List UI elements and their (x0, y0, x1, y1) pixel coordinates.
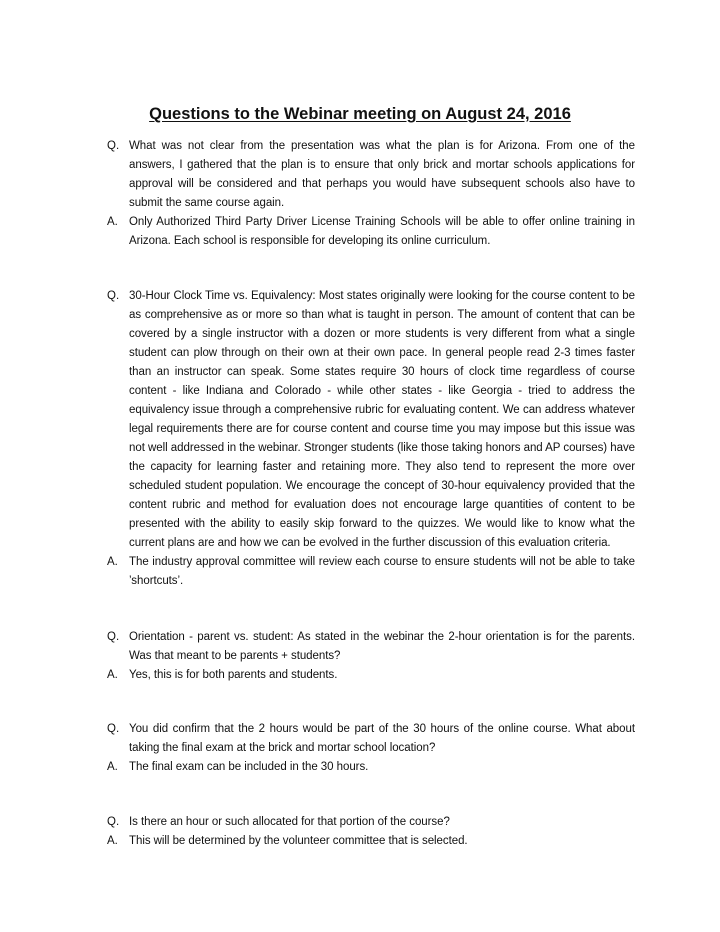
document-title (0, 103, 720, 125)
qa-block (107, 628, 635, 685)
question-text: You did confirm that the 2 hours would be part of the 30 hours of the online course. What about taking the final exam at the brick and mortar school location? (129, 723, 635, 754)
answer-marker: A. (107, 761, 118, 773)
question-marker: Q. (107, 140, 120, 152)
answer-marker: A. (107, 669, 118, 681)
question-marker: Q. (107, 631, 120, 643)
answer-line (107, 213, 635, 251)
answer-line (107, 832, 635, 851)
question-marker: Q. (107, 723, 120, 735)
question-marker: Q. (107, 290, 120, 302)
answer-marker: A. (107, 556, 118, 568)
qa-block (107, 813, 635, 851)
question-text: 30-Hour Clock Time vs. Equivalency: Most states originally were looking for the course content to be as comprehensive as or more so than what is taught in person. The amount of content that can be covered by a single instructor with a dozen or more students is very different from what a single student can plow through on their own at their own pace. In general people read 2-3 times faster than an instructor can speak. Some states require 30 hours of clock time regardless of course content - like Indiana and Colorado - while other states - like Georgia - tried to address the equivalency issue through a comprehensive rubric for evaluating content. We can address whatever legal requirements there are for course content and course time you may impose but this issue was not well addressed in the webinar. Stronger students (like those taking honors and AP courses) have the capacity for learning faster and retaining more. They also tend to represent the more over scheduled student population. We encourage the concept of 30-hour equivalency provided that the content rubric and method for evaluation does not encourage large quantities of content to be presented with the ability to easily skip forward to the quizzes. We would like to know what the current plans are and how we can be evolved in the further discussion of this evaluation criteria. (129, 290, 635, 549)
question-marker: Q. (107, 816, 120, 828)
answer-text: This will be determined by the volunteer committee that is selected. (129, 835, 468, 847)
qa-block (107, 287, 635, 591)
answer-marker: A. (107, 835, 118, 847)
question-text: What was not clear from the presentation was what the plan is for Arizona. From one of the answers, I gathered that the plan is to ensure that only brick and mortar schools applications for approval will be considered and that perhaps you would have subsequent schools also have to submit the same course again. (129, 140, 635, 209)
document-title-text: Questions to the Webinar meeting on August 24, 2016 (149, 105, 571, 123)
question-line (107, 813, 635, 832)
question-line (107, 628, 635, 666)
answer-text: The final exam can be included in the 30 hours. (129, 761, 369, 773)
answer-text: Only Authorized Third Party Driver License Training Schools will be able to offer online training in Arizona. Each school is responsible for developing its online curriculum. (129, 216, 635, 247)
question-line (107, 720, 635, 758)
answer-line (107, 553, 635, 591)
question-line (107, 137, 635, 213)
answer-text: Yes, this is for both parents and students. (129, 669, 338, 681)
answer-line (107, 666, 635, 685)
answer-marker: A. (107, 216, 118, 228)
question-text: Is there an hour or such allocated for that portion of the course? (129, 816, 450, 828)
answer-text: The industry approval committee will review each course to ensure students will not be able to take ’shortcuts’. (129, 556, 635, 587)
qa-block (107, 137, 635, 251)
question-line (107, 287, 635, 553)
qa-block (107, 720, 635, 777)
answer-line (107, 758, 635, 777)
question-text: Orientation - parent vs. student: As stated in the webinar the 2-hour orientation is for the parents. Was that meant to be parents + students? (129, 631, 635, 662)
